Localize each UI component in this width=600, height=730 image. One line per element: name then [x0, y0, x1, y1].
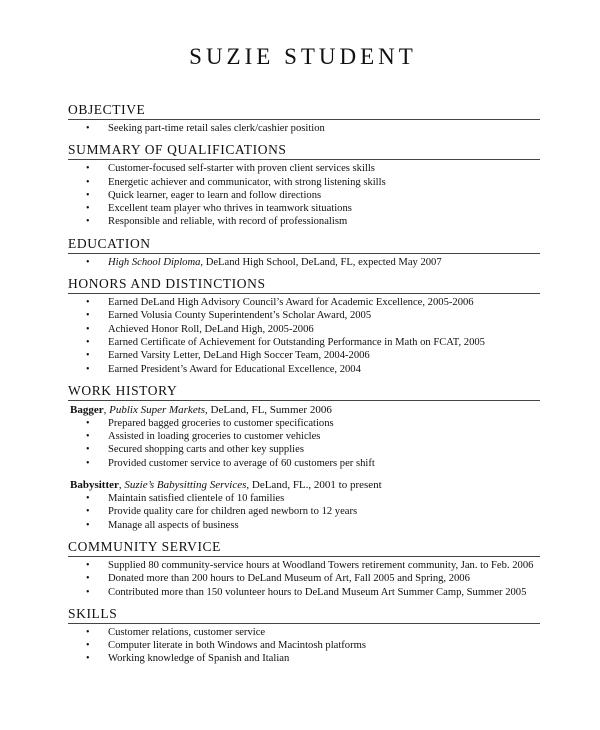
- bullet-icon: •: [86, 176, 90, 188]
- bullet-icon: •: [86, 573, 90, 585]
- list-item: • Achieved Honor Roll, DeLand High, 2005-2006: [86, 323, 314, 335]
- bullet-icon: •: [86, 203, 90, 215]
- objective-heading: OBJECTIVE: [68, 102, 540, 120]
- community-list: [66, 559, 540, 599]
- bullet-icon: •: [86, 519, 90, 531]
- bullet-icon: •: [86, 350, 90, 362]
- bullet-icon: •: [86, 457, 90, 469]
- list-item: • Manage all aspects of business: [86, 519, 239, 531]
- community-section: [66, 539, 540, 599]
- bullet-icon: •: [86, 626, 90, 638]
- list-item: [66, 256, 540, 269]
- bullet-icon: •: [86, 431, 90, 443]
- bullet-icon: •: [86, 310, 90, 322]
- list-item: • Quick learner, eager to learn and follow directions: [86, 189, 322, 201]
- list-item: • Energetic achiever and communicator, with strong listening skills: [86, 176, 386, 188]
- list-item: • Earned Certificate of Achievement for Outstanding Performance in Math on FCAT, 2005: [86, 336, 485, 348]
- community-heading: COMMUNITY SERVICE: [68, 539, 540, 557]
- job-duties-list: [66, 492, 540, 532]
- objective-list: [66, 122, 540, 135]
- list-item: • Earned President’s Award for Educational Excellence, 2004: [86, 363, 361, 375]
- bullet-icon: •: [86, 363, 90, 375]
- list-item: • Earned Varsity Letter, DeLand High Soccer Team, 2004-2006: [86, 350, 370, 362]
- bullet-icon: •: [86, 323, 90, 335]
- honors-heading: HONORS AND DISTINCTIONS: [68, 276, 540, 294]
- job-details: , DeLand, FL., 2001 to present: [246, 479, 382, 492]
- bullet-icon: •: [86, 444, 90, 456]
- honors-list: [66, 296, 540, 376]
- list-item: • Supplied 80 community-service hours at Woodland Towers retirement community, Jan. to Feb. 2006: [86, 559, 534, 571]
- bullet-icon: •: [86, 586, 90, 598]
- list-item: • Excellent team player who thrives in teamwork situations: [86, 203, 352, 215]
- honors-section: [66, 276, 540, 376]
- bullet-icon: •: [86, 493, 90, 505]
- job-employer: Publix Super Markets: [109, 403, 206, 416]
- list-item: • Seeking part-time retail sales clerk/cashier position: [86, 123, 325, 134]
- list-item: • Computer literate in both Windows and Macintosh platforms: [86, 640, 366, 652]
- job-entry: [66, 403, 540, 470]
- list-item: • Provide quality care for children aged newborn to 12 years: [86, 506, 358, 518]
- skills-list: [66, 626, 540, 666]
- job-title: Bagger: [70, 403, 104, 416]
- list-item: • Responsible and reliable, with record of professionalism: [86, 216, 348, 228]
- job-employer: Suzie’s Babysitting Services: [124, 479, 247, 492]
- job-title-line: Babysitter, Suzie’s Babysitting Services, DeLand, FL., 2001 to present: [70, 479, 382, 492]
- bullet-icon: •: [86, 123, 90, 134]
- qualifications-section: [66, 142, 540, 228]
- bullet-icon: •: [86, 216, 90, 228]
- bullet-icon: •: [86, 256, 90, 268]
- bullet-icon: •: [86, 506, 90, 518]
- list-item: • Prepared bagged groceries to customer specifications: [86, 417, 334, 429]
- bullet-icon: •: [86, 163, 90, 175]
- list-item: • Customer-focused self-starter with proven client services skills: [86, 163, 375, 175]
- job-title-line: Bagger, Publix Super Markets, DeLand, FL, Summer 2006: [70, 403, 332, 416]
- list-item: • Donated more than 200 hours to DeLand Museum of Art, Fall 2005 and Spring, 2006: [86, 573, 470, 585]
- bullet-icon: •: [86, 297, 90, 309]
- education-school: High School Diploma: [108, 256, 201, 268]
- bullet-icon: •: [86, 189, 90, 201]
- job-entry: [66, 478, 540, 532]
- bullet-icon: •: [86, 417, 90, 429]
- job-details: , DeLand, FL, Summer 2006: [205, 403, 332, 416]
- list-item: • Earned Volusia County Superintendent’s Scholar Award, 2005: [86, 310, 372, 322]
- bullet-icon: •: [86, 336, 90, 348]
- work-heading: WORK HISTORY: [68, 383, 540, 401]
- job-duties-list: [66, 417, 540, 470]
- list-item: • Working knowledge of Spanish and Italian: [86, 653, 290, 665]
- bullet-icon: •: [86, 559, 90, 571]
- list-item: • Maintain satisfied clientele of 10 families: [86, 493, 285, 505]
- job-title: Babysitter: [70, 479, 119, 492]
- list-item: • Secured shopping carts and other key supplies: [86, 444, 304, 456]
- bullet-icon: •: [86, 640, 90, 652]
- education-list: [66, 256, 540, 269]
- skills-section: [66, 606, 540, 666]
- education-section: [66, 236, 540, 269]
- education-details: , DeLand High School, DeLand, FL, expected May 2007: [200, 256, 442, 268]
- work-section: [66, 383, 540, 532]
- list-item: • Earned DeLand High Advisory Council’s Award for Academic Excellence, 2005-2006: [86, 297, 474, 309]
- list-item: • Provided customer service to average of 60 customers per shift: [86, 457, 375, 469]
- list-item: • Assisted in loading groceries to customer vehicles: [86, 431, 321, 443]
- bullet-icon: •: [86, 653, 90, 665]
- education-heading: EDUCATION: [68, 236, 540, 254]
- qualifications-list: [66, 162, 540, 228]
- resume-name: SUZIE STUDENT: [189, 44, 417, 69]
- objective-section: [66, 102, 540, 135]
- skills-heading: SKILLS: [68, 606, 540, 624]
- list-item: • Contributed more than 150 volunteer hours to DeLand Museum Art Summer Camp, Summer 2005: [86, 586, 527, 598]
- list-item: • Customer relations, customer service: [86, 626, 266, 638]
- qualifications-heading: SUMMARY OF QUALIFICATIONS: [68, 142, 540, 160]
